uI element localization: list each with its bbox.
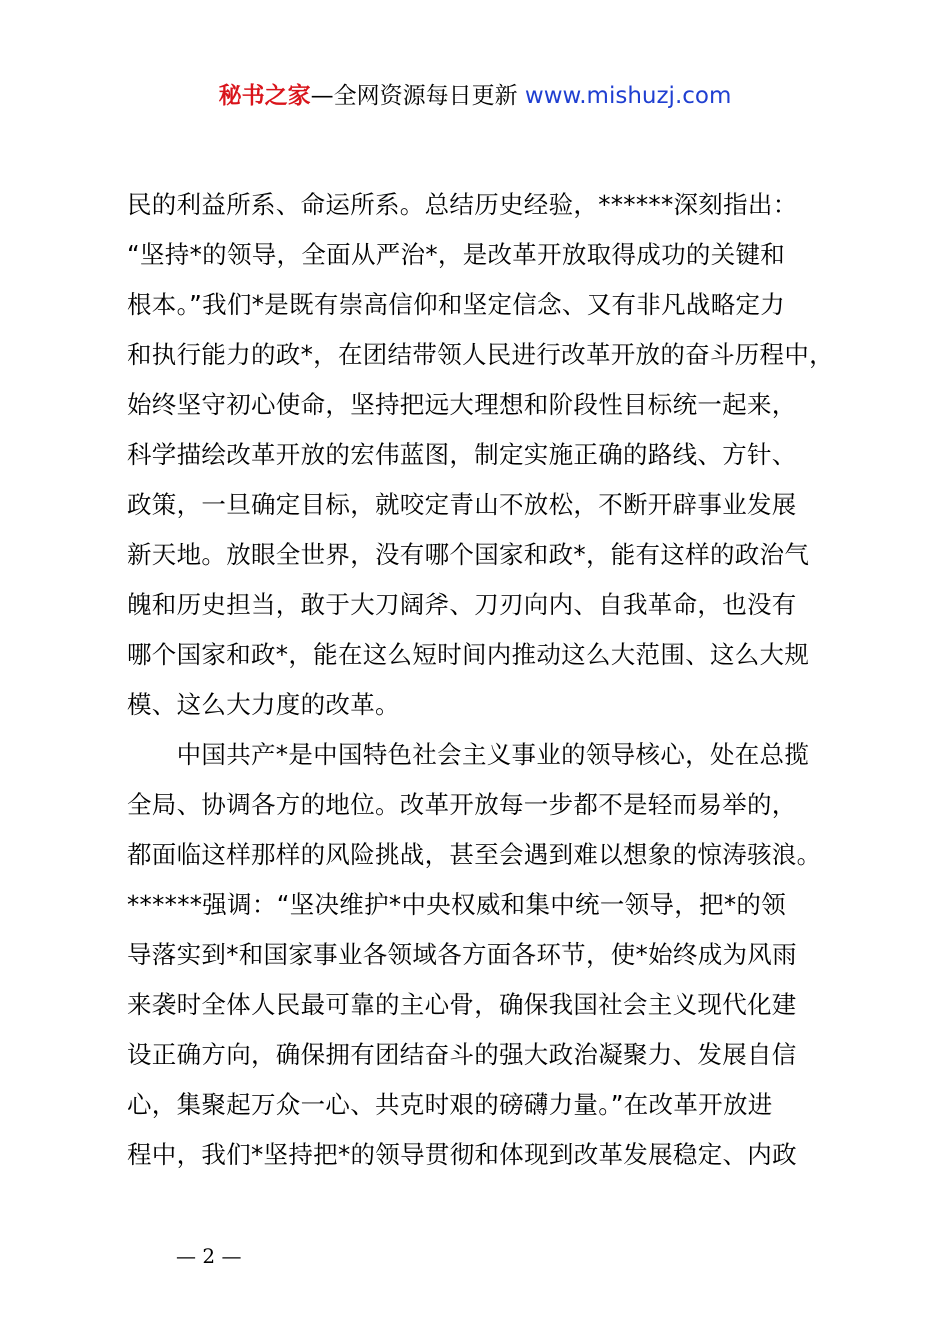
site-brand-name: 秘书之家 (218, 83, 311, 109)
site-url-link[interactable]: www.mishuzj.com (524, 83, 732, 109)
body-line: 导落实到*和国家事业各领域各方面各环节，使*始终成为风雨 (127, 940, 797, 969)
document-body (127, 180, 837, 1180)
body-line: 科学描绘改革开放的宏伟蓝图，制定实施正确的路线、方针、 (127, 440, 797, 469)
body-line: 哪个国家和政*，能在这么短时间内推动这么大范围、这么大规 (127, 640, 810, 669)
body-line: 全局、协调各方的地位。改革开放每一步都不是轻而易举的， (127, 790, 797, 819)
body-line: 中国共产*是中国特色社会主义事业的领导核心，处在总揽 (127, 740, 810, 769)
body-line: ******强调：“坚决维护*中央权威和集中统一领导，把*的领 (127, 890, 786, 919)
body-line: 来袭时全体人民最可靠的主心骨，确保我国社会主义现代化建 (127, 990, 797, 1019)
body-line: 设正确方向，确保拥有团结奋斗的强大政治凝聚力、发展自信 (127, 1040, 797, 1069)
site-header (0, 80, 950, 112)
body-line: 和执行能力的政*，在团结带领人民进行改革开放的奋斗历程中， (127, 340, 834, 369)
body-line: 新天地。放眼全世界，没有哪个国家和政*，能有这样的政治气 (127, 540, 810, 569)
body-line: 政策，一旦确定目标，就咬定青山不放松，不断开辟事业发展 (127, 490, 797, 519)
body-line: “坚持*的领导，全面从严治*，是改革开放取得成功的关键和 (127, 240, 786, 269)
body-line: 模、这么大力度的改革。 (127, 690, 400, 719)
page-number: — 2 — (176, 1244, 242, 1268)
body-line: 程中，我们*坚持把*的领导贯彻和体现到改革发展稳定、内政 (127, 1140, 797, 1169)
body-line: 都面临这样那样的风险挑战，甚至会遇到难以想象的惊涛骇浪。 (127, 840, 822, 869)
body-line: 民的利益所系、命运所系。总结历史经验，******深刻指出： (127, 190, 798, 219)
body-line: 始终坚守初心使命，坚持把远大理想和阶段性目标统一起来， (127, 390, 797, 419)
body-line: 魄和历史担当，敢于大刀阔斧、刀刃向内、自我革命，也没有 (127, 590, 797, 619)
site-tagline: —全网资源每日更新 (310, 83, 525, 109)
body-line: 心，集聚起万众一心、共克时艰的磅礴力量。”在改革开放进 (127, 1090, 773, 1119)
body-line: 根本。”我们*是既有崇高信仰和坚定信念、又有非凡战略定力 (127, 290, 786, 319)
